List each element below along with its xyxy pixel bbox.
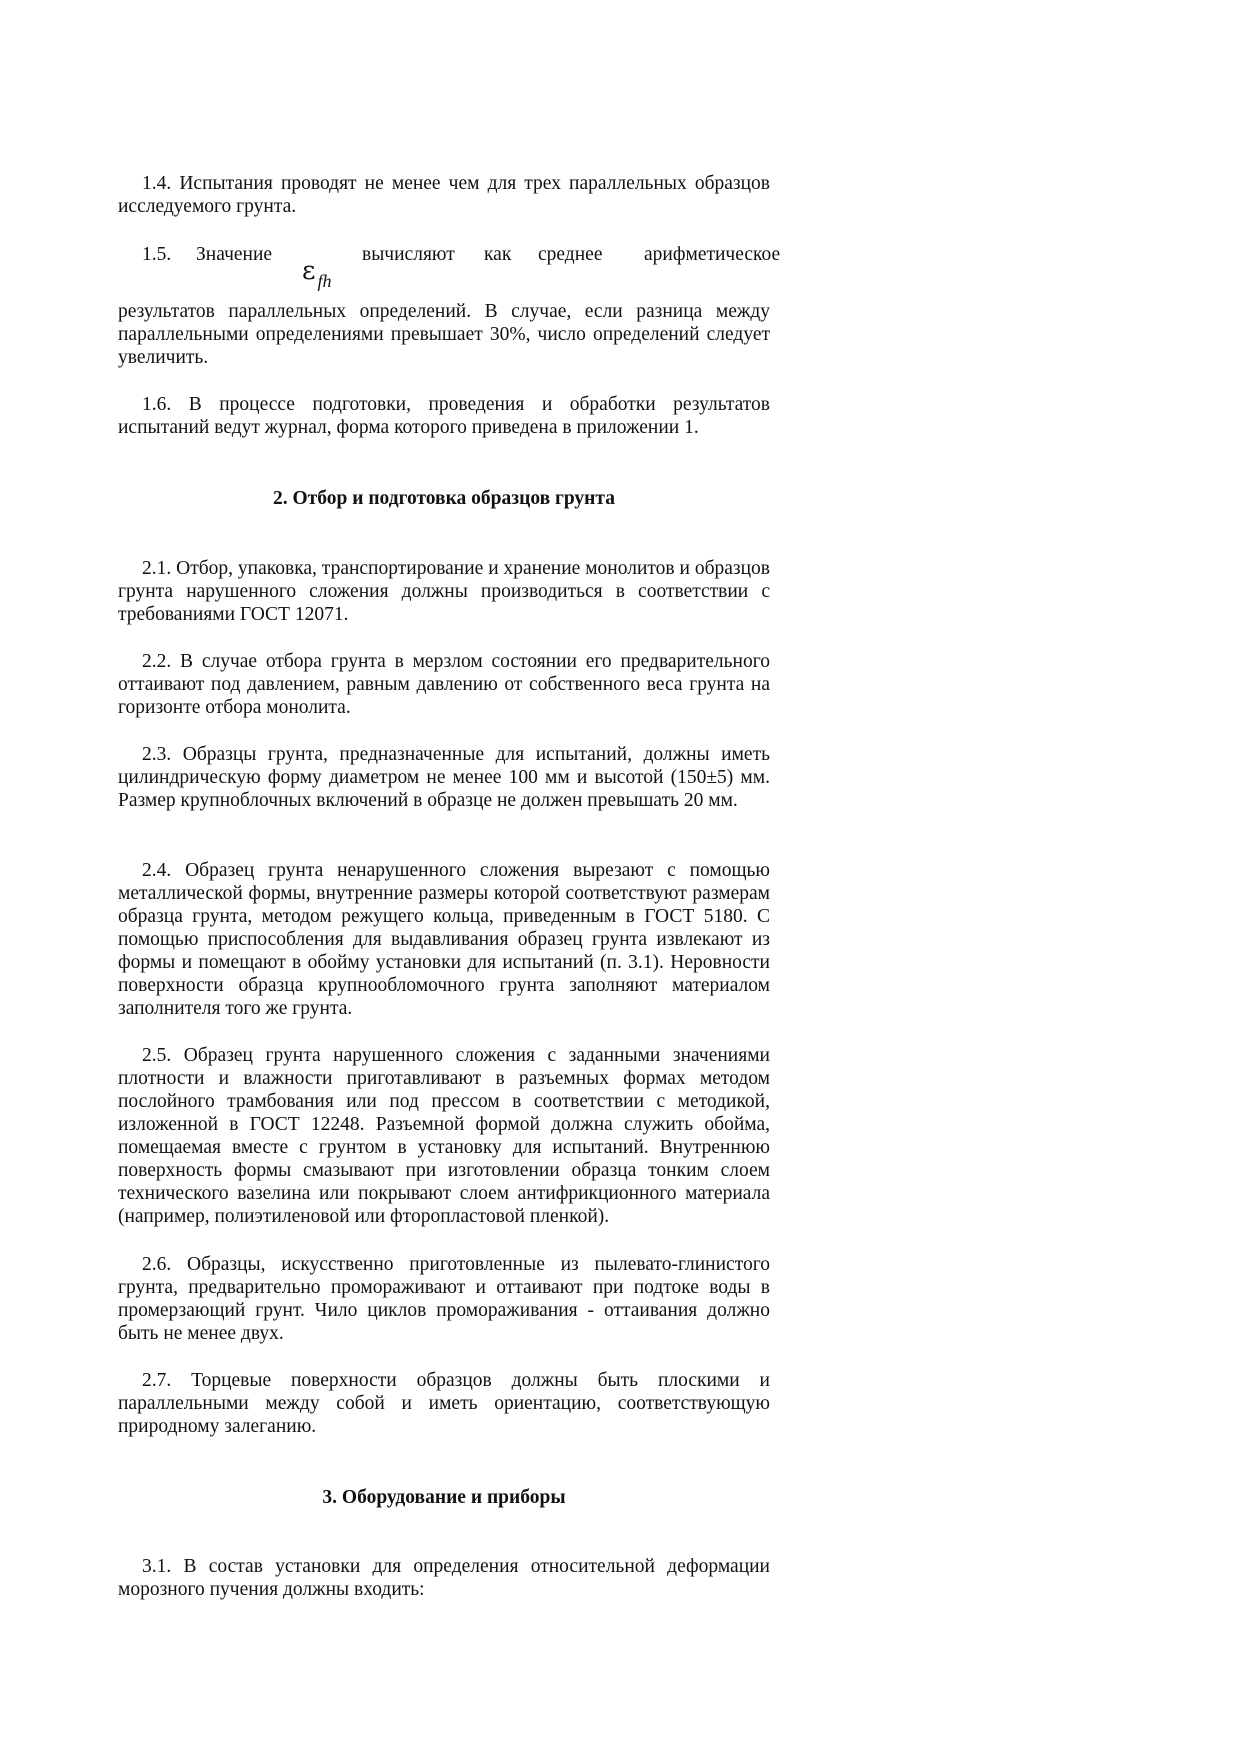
epsilon-symbol: ε [302, 256, 316, 286]
paragraph-1-5-rest: результатов параллельных определений. В случае, если разница между параллельными определениями превышает 30%, число определений следует увеличить. [118, 301, 770, 368]
epsilon-fh-formula [302, 256, 332, 291]
p15-word-mean: среднее [538, 244, 603, 265]
paragraph-1-4: 1.4. Испытания проводят не менее чем для трех параллельных образцов исследуемого грунта. [118, 173, 770, 217]
paragraph-2-6: 2.6. Образцы, искусственно приготовленные из пылевато-глинистого грунта, предварительно промораживают и оттаивают при подтоке воды в промерзающий грунт. Чило циклов промораживания - оттаивания должно быть не менее двух. [118, 1254, 770, 1344]
paragraph-2-7: 2.7. Торцевые поверхности образцов должны быть плоскими и параллельными между собой и иметь ориентацию, соответствующую природному залеганию. [118, 1370, 770, 1437]
paragraph-2-5: 2.5. Образец грунта нарушенного сложения с заданными значениями плотности и влажности приготавливают в разъемных формах методом послойного трамбования или под прессом в соответствии с методикой, изложенной в ГОСТ 12248. Разъемной формой должна служить обойма, помещаемая вместе с грунтом в установку для испытаний. Внутреннюю поверхность формы смазывают при изготовлении образца тонким слоем технического вазелина или покрывают слоем антифрикционного материала (например, полиэтиленовой или фторопластовой пленкой). [118, 1045, 770, 1227]
paragraph-2-3: 2.3. Образцы грунта, предназначенные для испытаний, должны иметь цилиндрическую форму диаметром не менее 100 мм и высотой (150±5) мм. Размер крупноблочных включений в образце не должен превышать 20 мм. [118, 744, 770, 811]
p15-word-arithmetic: арифметическое [644, 244, 781, 265]
p15-word-value: Значение [196, 244, 273, 265]
epsilon-subscript: fh [317, 271, 332, 291]
p15-word-compute: вычисляют [362, 244, 455, 265]
paragraph-2-2: 2.2. В случае отбора грунта в мерзлом состоянии его предварительного оттаивают под давлением, равным давлению от собственного веса грунта на горизонте отбора монолита. [118, 651, 770, 718]
p15-word-as: как [484, 244, 512, 265]
paragraph-1-6: 1.6. В процессе подготовки, проведения и обработки результатов испытаний ведут журнал, форма которого приведена в приложении 1. [118, 394, 770, 438]
paragraph-2-1: 2.1. Отбор, упаковка, транспортирование и хранение монолитов и образцов грунта нарушенного сложения должны производиться в соответствии с требованиями ГОСТ 12071. [118, 558, 770, 625]
paragraph-1-5-first-line [118, 243, 781, 266]
p15-num: 1.5. [142, 244, 172, 265]
section-heading-3: 3. Оборудование и приборы [322, 1487, 566, 1508]
section-heading-2: 2. Отбор и подготовка образцов грунта [273, 488, 615, 509]
paragraph-3-1: 3.1. В состав установки для определения относительной деформации морозного пучения должны входить: [118, 1556, 770, 1600]
paragraph-2-4: 2.4. Образец грунта ненарушенного сложения вырезают с помощью металлической формы, внутренние размеры которой соответствуют размерам образца грунта, методом режущего кольца, приведенным в ГОСТ 5180. С помощью приспособления для выдавливания образец грунта извлекают из формы и помещают в обойму установки для испытаний (п. 3.1). Неровности поверхности образца крупнообломочного грунта заполняют материалом заполнителя того же грунта. [118, 860, 770, 1019]
